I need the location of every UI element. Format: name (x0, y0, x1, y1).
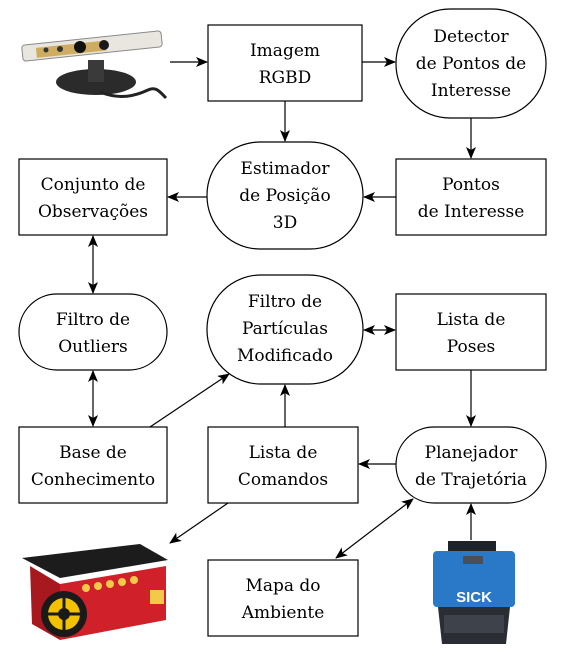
node-estimador-line-1: Estimador (240, 159, 330, 179)
mobile-robot-image (22, 544, 168, 640)
node-lista-comandos-line-2: Comandos (237, 470, 329, 490)
node-lista-comandos-line-1: Lista de (248, 443, 318, 463)
node-planejador-line-1: Planejador (424, 443, 518, 463)
node-lista-poses-line-1: Lista de (436, 310, 506, 330)
node-conjunto-observacoes (19, 159, 167, 235)
node-lista-poses-line-2: Poses (446, 337, 496, 357)
node-imagem-rgbd (208, 25, 362, 101)
node-pontos-line-2: de Interesse (417, 202, 525, 222)
node-imagem-rgbd-line-1: Imagem (249, 41, 321, 61)
node-mapa-ambiente (208, 560, 358, 636)
node-base-line-2: Conhecimento (30, 470, 156, 490)
node-planejador-line-2: de Trajetória (414, 470, 528, 490)
sick-laser-image (433, 541, 515, 644)
node-planejador-trajetoria (396, 427, 546, 503)
node-mapa-line-1: Mapa do (245, 576, 321, 596)
edge-lista-comandos-to-robot (170, 503, 228, 543)
node-base-conhecimento (19, 427, 167, 503)
node-filtro-outliers (19, 294, 167, 370)
node-detector-line-2: de Pontos de (415, 54, 527, 74)
node-filtro-particulas (207, 275, 363, 384)
node-estimador-posicao (207, 142, 363, 249)
edge-base-to-filtro-particulas (150, 374, 229, 427)
node-detector-pontos (396, 9, 546, 118)
node-detector-line-1: Detector (433, 27, 509, 47)
node-filtro-particulas-line-1: Filtro de (247, 292, 323, 312)
node-pontos-line-1: Pontos (442, 175, 500, 195)
node-detector-line-3: Interesse (430, 81, 512, 101)
node-estimador-line-3: 3D (272, 213, 298, 233)
node-lista-poses (396, 294, 546, 370)
node-conjunto-line-1: Conjunto de (40, 175, 146, 195)
node-filtro-outliers-line-2: Outliers (58, 337, 128, 357)
node-filtro-outliers-line-1: Filtro de (55, 310, 131, 330)
node-estimador-line-2: de Posição (239, 186, 331, 206)
node-pontos-interesse (396, 159, 546, 235)
node-mapa-line-2: Ambiente (241, 603, 325, 623)
edge-planejador-mapa (336, 499, 413, 558)
node-filtro-particulas-line-2: Partículas (242, 319, 328, 339)
node-lista-comandos (208, 427, 358, 503)
node-conjunto-line-2: Observações (37, 202, 149, 222)
rgbd-camera-image (22, 31, 166, 98)
node-filtro-particulas-line-3: Modificado (236, 346, 334, 366)
node-base-line-1: Base de (59, 443, 127, 463)
node-imagem-rgbd-line-2: RGBD (258, 68, 312, 88)
laser-brand-logo: SICK (456, 589, 492, 606)
